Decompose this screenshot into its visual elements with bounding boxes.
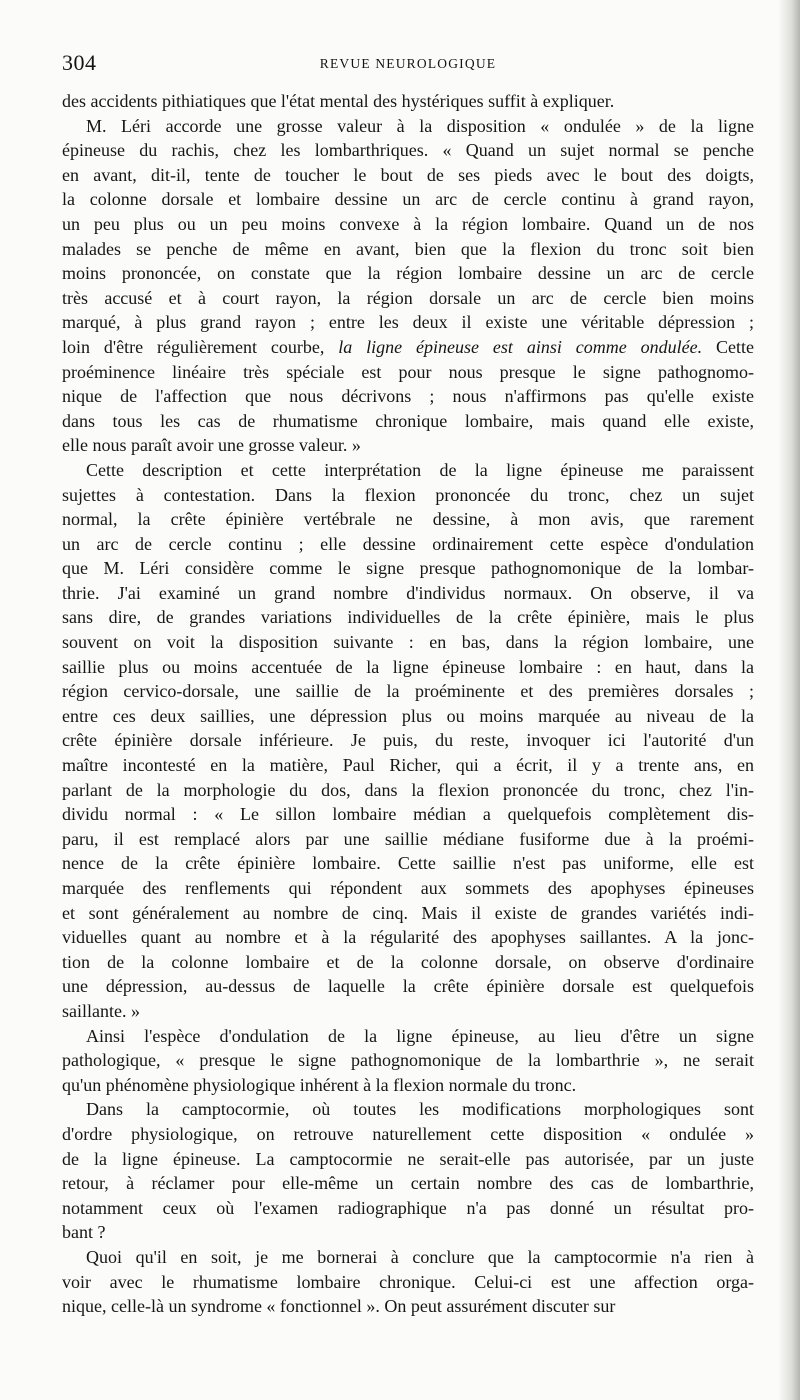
text-line: de la ligne épineuse. La camptocormie ne serait-elle pas autorisée, par un juste xyxy=(62,1148,754,1169)
text-line: crête épinière dorsale inférieure. Je puis, du reste, invoquer ici l'autorité d'un xyxy=(62,730,754,751)
text-line: elle nous paraît avoir une grosse valeur. » xyxy=(62,435,361,456)
text-line: Dans la camptocormie, où toutes les modifications morphologiques sont xyxy=(86,1099,754,1120)
text-line: retour, à réclamer pour elle-même un certain nombre des cas de lombarthrie, xyxy=(62,1173,754,1194)
text-line: notamment ceux où l'examen radiographique n'a pas donné un résultat pro- xyxy=(62,1197,754,1218)
text-line: sans dire, de grandes variations individuelles de la crête épinière, mais le plus xyxy=(62,607,754,628)
paragraph xyxy=(62,458,754,1024)
body-text xyxy=(62,89,754,1319)
text-line: un arc de cercle continu ; elle dessine ordinairement cette espèce d'ondulation xyxy=(62,533,754,554)
text-line: et sont généralement au nombre de cinq. Mais il existe de grandes variétés indi- xyxy=(62,902,754,923)
text-line: qu'un phénomène physiologique inhérent à la flexion normale du tronc. xyxy=(62,1074,577,1095)
text-line: sujettes à contestation. Dans la flexion prononcée du tronc, chez un sujet xyxy=(62,484,754,505)
text-line: marquée des renflements qui répondent aux sommets des apophyses épineuses xyxy=(62,878,754,898)
text-line: un peu plus ou un peu moins convexe à la région lombaire. Quand un de nos xyxy=(62,213,754,234)
text-line: bant ? xyxy=(62,1222,106,1243)
paragraph xyxy=(62,1097,754,1245)
text-line: M. Léri accorde une grosse valeur à la disposition « ondulée » de la ligne xyxy=(86,115,754,136)
text-line: nence de la crête épinière lombaire. Cette saillie n'est pas uniforme, elle est xyxy=(62,853,754,874)
text-line: saillie plus ou moins accentuée de la ligne épineuse lombaire : en haut, dans la xyxy=(62,656,754,677)
page-header xyxy=(62,50,754,80)
text-line: une dépression, au-dessus de laquelle la crête épinière dorsale est quelquefois xyxy=(62,976,754,997)
text-line: Quoi qu'il en soit, je me bornerai à conclure que la camptocormie n'a rien à xyxy=(86,1246,754,1267)
paragraph xyxy=(62,1024,754,1098)
page-number: 304 xyxy=(62,50,97,75)
text-line: souvent on voit la disposition suivante : en bas, dans la région lombaire, une xyxy=(62,632,754,653)
text-line: entre ces deux saillies, une dépression plus ou moins marquée au niveau de la xyxy=(62,705,754,726)
text-line: moins prononcée, on constate que la région lombaire dessine un arc de cercle xyxy=(62,263,754,284)
text-line: épineuse du rachis, chez les lombarthriques. « Quand un sujet normal se penche xyxy=(62,140,754,161)
text-line: thrie. J'ai examiné un grand nombre d'individus normaux. On observe, il va xyxy=(62,582,754,603)
text-line: parlant de la morphologie du dos, dans la flexion prononcée du tronc, chez l'in- xyxy=(62,779,754,800)
text-line: loin d'être régulièrement courbe, la ligne épineuse est ainsi comme ondulée. Cette xyxy=(62,336,754,357)
text-line: paru, il est remplacé alors par une saillie médiane fusiforme due à la proémi- xyxy=(62,828,754,849)
text-line: malades se penche de même en avant, bien que la flexion du tronc soit bien xyxy=(62,238,754,259)
text-line: des accidents pithiatiques que l'état mental des hystériques suffit à expliquer. xyxy=(62,91,615,111)
text-line: nique de l'affection que nous décrivons ; nous n'affirmons pas qu'elle existe xyxy=(62,386,754,407)
page-edge-shadow xyxy=(778,0,800,1400)
paragraph xyxy=(62,114,754,458)
text-line: région cervico-dorsale, une saillie de la proéminente et des premières dorsales ; xyxy=(62,681,754,702)
text-line: proéminence linéaire très spéciale est pour nous presque le signe pathognomo- xyxy=(62,361,754,382)
text-line: Ainsi l'espèce d'ondulation de la ligne épineuse, au lieu d'être un signe xyxy=(86,1025,754,1046)
text-line: nique, celle-là un syndrome « fonctionnel ». On peut assurément discuter sur xyxy=(62,1296,616,1317)
text-line: viduelles quant au nombre et à la régularité des apophyses saillantes. A la jonc- xyxy=(62,927,754,948)
text-line: la colonne dorsale et lombaire dessine un arc de cercle continu à grand rayon, xyxy=(62,189,754,210)
text-line: dans tous les cas de rhumatisme chronique lombaire, mais quand elle existe, xyxy=(62,410,754,431)
text-line: d'ordre physiologique, on retrouve naturellement cette disposition « ondulée » xyxy=(62,1123,754,1144)
text-line: maître incontesté en la matière, Paul Richer, qui a écrit, il y a trente ans, en xyxy=(62,755,754,776)
text-line: voir avec le rhumatisme lombaire chronique. Celui-ci est une affection orga- xyxy=(62,1271,754,1292)
text-line: tion de la colonne lombaire et de la colonne dorsale, on observe d'ordinaire xyxy=(62,951,754,972)
text-line: marqué, à plus grand rayon ; entre les deux il existe une véritable dépression ; xyxy=(62,312,754,333)
text-line: saillante. » xyxy=(62,1000,140,1021)
text-line: en avant, dit-il, tente de toucher le bout de ses pieds avec le bout des doigts, xyxy=(62,164,754,185)
text-line: très accusé et à court rayon, la région dorsale un arc de cercle bien moins xyxy=(62,287,754,308)
text-line: dividu normal : « Le sillon lombaire médian a quelquefois complètement dis- xyxy=(62,804,754,825)
paragraph xyxy=(62,1245,754,1319)
paragraph xyxy=(62,89,754,114)
text-line: pathologique, « presque le signe pathognomonique de la lombarthrie », ne serait xyxy=(62,1050,754,1071)
text-line: que M. Léri considère comme le signe presque pathognomonique de la lombar- xyxy=(62,558,754,579)
running-title: REVUE NEUROLOGIQUE xyxy=(319,56,497,71)
text-line: normal, la crête épinière vertébrale ne dessine, à mon avis, que rarement xyxy=(62,509,754,530)
text-line: Cette description et cette interprétation de la ligne épineuse me paraissent xyxy=(86,459,754,480)
